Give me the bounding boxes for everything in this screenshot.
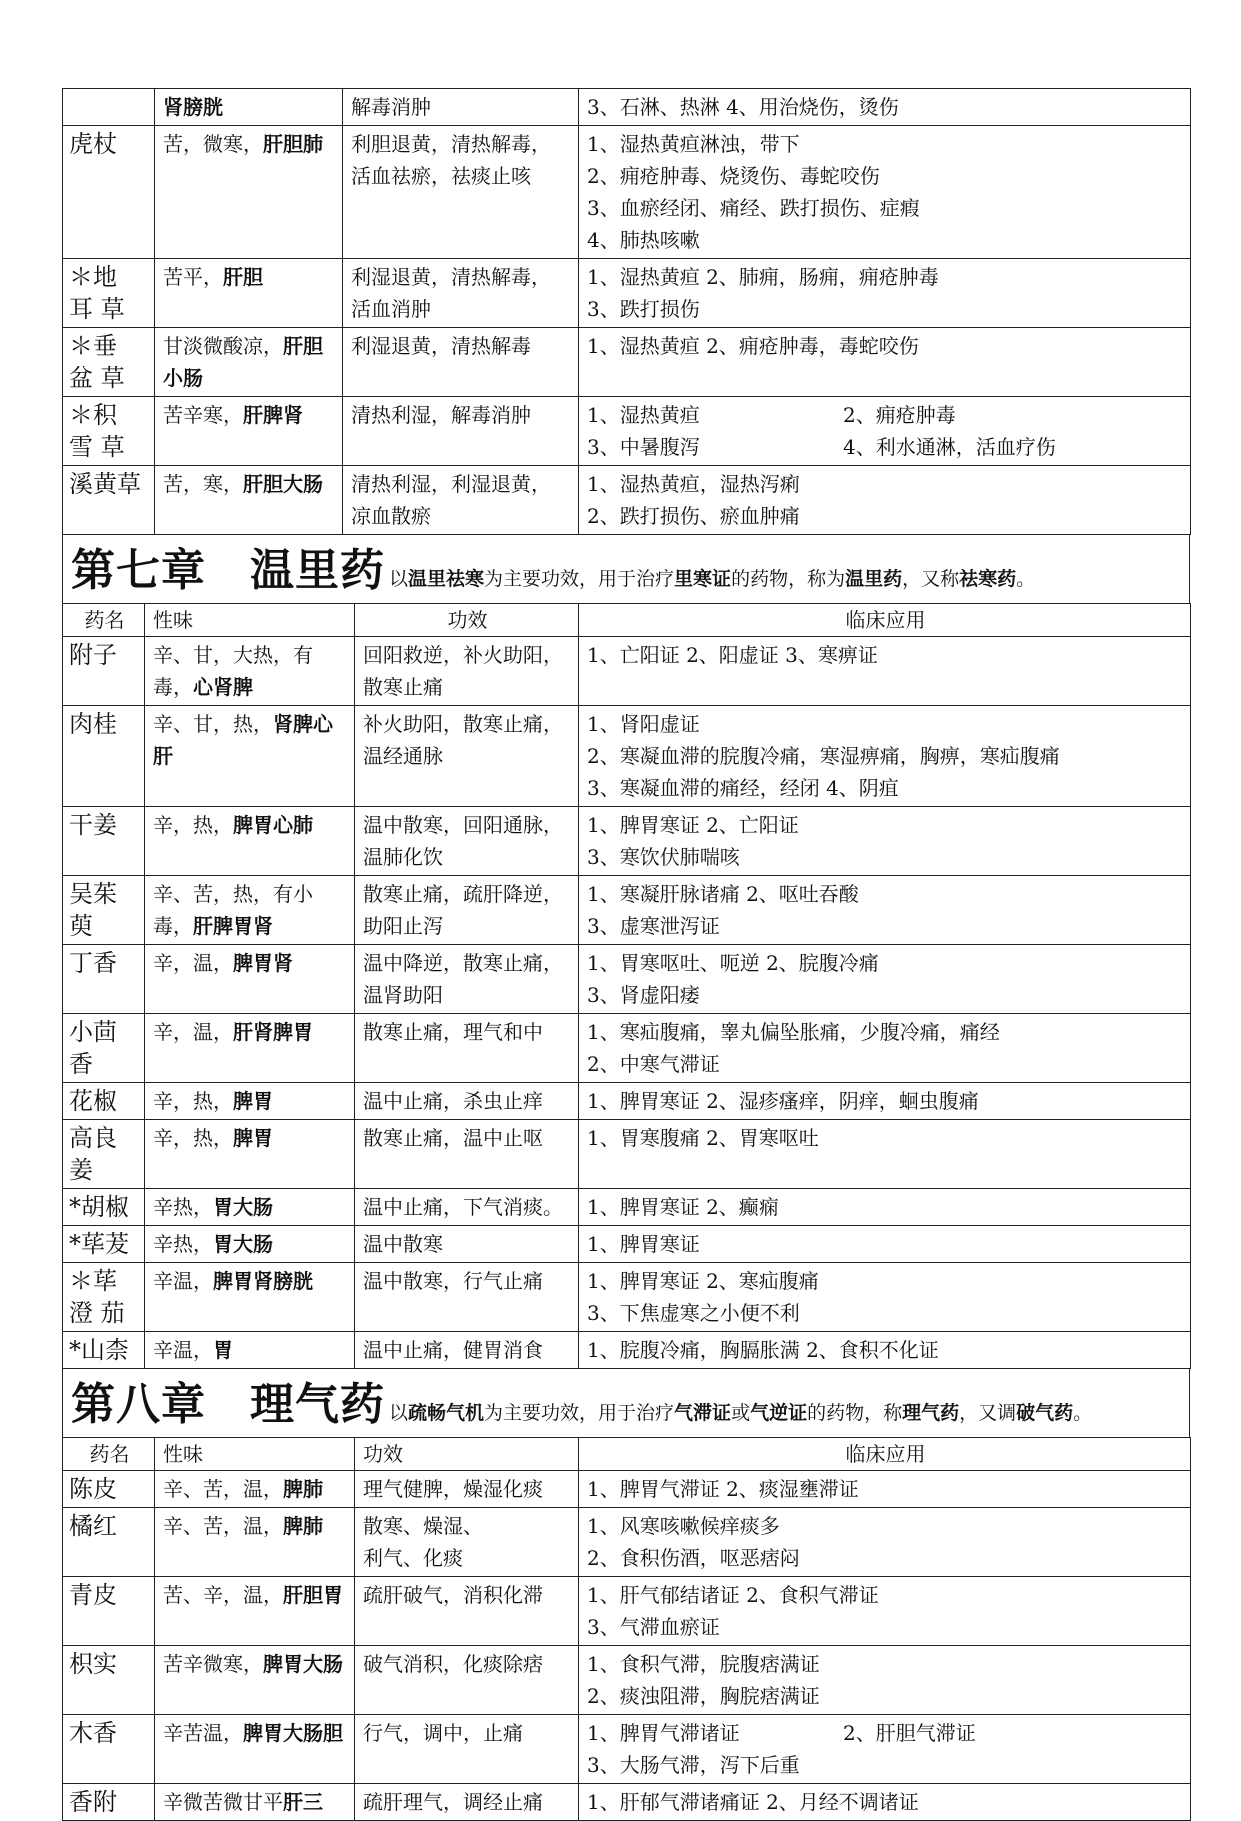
meridian-text: 肾膀胱 xyxy=(163,95,223,119)
herb-effect xyxy=(355,1508,579,1577)
use-line: 1、肝气郁结诸证 2、食积气滞证 xyxy=(587,1583,879,1607)
effect-line: 活血消肿 xyxy=(351,297,431,321)
meridian-text: 肾脾心肝 xyxy=(153,712,333,768)
use-line: 1、亡阳证 2、阳虚证 3、寒痹证 xyxy=(587,643,878,667)
herb-name: ＊垂 盆 草 xyxy=(63,328,155,397)
effect-line: 凉血散瘀 xyxy=(351,504,431,528)
effect-line: 散寒止痛，疏肝降逆， xyxy=(363,882,563,906)
herb-name: 香附 xyxy=(63,1784,155,1821)
herb-name: 陈皮 xyxy=(63,1471,155,1508)
use-line: 1、脾胃寒证 2、癫痫 xyxy=(587,1195,779,1219)
herb-taste-meridian xyxy=(155,1577,355,1646)
herb-taste-meridian xyxy=(145,945,355,1014)
effect-line: 散寒止痛，温中止呕 xyxy=(363,1126,543,1150)
taste-text: 辛，热， xyxy=(153,813,233,837)
use-line xyxy=(587,399,1184,431)
use-line: 2、痈疮肿毒、烧烫伤、毒蛇咬伤 xyxy=(587,164,880,188)
effect-line: 行气，调中，止痛 xyxy=(363,1721,523,1745)
herb-name: 附子 xyxy=(63,637,145,706)
herb-taste-meridian xyxy=(145,1226,355,1263)
use-line: 2、食积伤酒，呕恶痞闷 xyxy=(587,1546,800,1570)
use-item: 2、肝胆气滞证 xyxy=(843,1721,976,1745)
herb-taste-meridian xyxy=(145,706,355,807)
effect-line: 疏肝破气，消积化滞 xyxy=(363,1583,543,1607)
taste-text: 辛，热， xyxy=(153,1089,233,1113)
chapter8-subject: 理气药 xyxy=(250,1379,385,1430)
herb-name: 木香 xyxy=(63,1715,155,1784)
herb-row xyxy=(63,807,1191,876)
use-line: 1、肾阳虚证 xyxy=(587,712,700,736)
herb-effect xyxy=(355,1715,579,1784)
effect-line: 温肾助阳 xyxy=(363,983,443,1007)
meridian-text: 脾胃大肠 xyxy=(263,1652,343,1676)
herb-taste-meridian xyxy=(145,807,355,876)
herb-taste-meridian xyxy=(155,397,343,466)
herb-row xyxy=(63,259,1191,328)
herb-name: 吴茱萸 xyxy=(63,876,145,945)
use-line: 2、中寒气滞证 xyxy=(587,1052,720,1076)
herb-name: 花椒 xyxy=(63,1083,145,1120)
desc-text: 以 xyxy=(389,1402,409,1424)
use-line: 1、脾胃寒证 2、寒疝腹痛 xyxy=(587,1269,819,1293)
meridian-text: 胃大肠 xyxy=(213,1232,273,1256)
herb-taste-meridian xyxy=(145,1120,355,1189)
herb-effect xyxy=(355,1784,579,1821)
herb-name: 小茴香 xyxy=(63,1014,145,1083)
use-line: 1、湿热黄疸 2、肺痈，肠痈，痈疮肿毒 xyxy=(587,265,939,289)
use-line: 1、脘腹冷痛，胸膈胀满 2、食积不化证 xyxy=(587,1338,939,1362)
herb-row xyxy=(63,89,1191,126)
meridian-text: 肝胆肺 xyxy=(263,132,323,156)
herb-clinical-uses xyxy=(579,706,1191,807)
taste-text: 苦辛寒， xyxy=(163,403,243,427)
effect-line: 破气消积，化痰除痞 xyxy=(363,1652,543,1676)
herb-name: ＊荜 澄 茄 xyxy=(63,1263,145,1332)
herb-effect xyxy=(355,945,579,1014)
herb-name: 干姜 xyxy=(63,807,145,876)
taste-text: 辛温， xyxy=(153,1338,213,1362)
herb-row xyxy=(63,1226,1191,1263)
chapter8-title: 第八章 xyxy=(71,1379,206,1430)
herb-row xyxy=(63,397,1191,466)
use-line: 1、脾胃气滞证 2、痰湿壅滞证 xyxy=(587,1477,859,1501)
key-term: 祛寒药 xyxy=(959,568,1017,590)
use-line: 3、寒凝血滞的痛经，经闭 4、阴疽 xyxy=(587,776,899,800)
taste-text: 辛微苦微甘平 xyxy=(163,1790,283,1814)
herb-effect xyxy=(355,1471,579,1508)
herb-row xyxy=(63,328,1191,397)
taste-text: 辛，温， xyxy=(153,951,233,975)
herb-name: 溪黄草 xyxy=(63,466,155,535)
herb-name xyxy=(63,89,155,126)
herb-row xyxy=(63,1263,1191,1332)
meridian-text: 脾肺 xyxy=(283,1514,323,1538)
use-item: 2、痈疮肿毒 xyxy=(843,403,956,427)
taste-text: 苦辛微寒， xyxy=(163,1652,263,1676)
taste-text: 辛温， xyxy=(153,1269,213,1293)
herb-clinical-uses xyxy=(579,637,1191,706)
use-line xyxy=(587,1717,1184,1749)
herb-row xyxy=(63,466,1191,535)
herb-effect xyxy=(343,466,579,535)
desc-text: 。 xyxy=(1073,1402,1093,1424)
herb-row xyxy=(63,1083,1191,1120)
herb-taste-meridian xyxy=(145,637,355,706)
herb-row xyxy=(63,1471,1191,1508)
herb-effect xyxy=(343,89,579,126)
herb-effect xyxy=(355,706,579,807)
effect-line: 温中降逆，散寒止痛， xyxy=(363,951,563,975)
herb-clinical-uses xyxy=(579,89,1191,126)
herb-name: *胡椒 xyxy=(63,1189,145,1226)
taste-text: 辛、苦，温， xyxy=(163,1514,283,1538)
herb-clinical-uses xyxy=(579,126,1191,259)
header-name: 药名 xyxy=(63,604,145,637)
effect-line: 利气、化痰 xyxy=(363,1546,463,1570)
effect-line: 温中止痛，杀虫止痒 xyxy=(363,1089,543,1113)
herb-row xyxy=(63,876,1191,945)
use-line: 1、脾胃寒证 xyxy=(587,1232,700,1256)
herb-clinical-uses xyxy=(579,259,1191,328)
meridian-text: 脾胃肾膀胱 xyxy=(213,1269,313,1293)
taste-text: 辛、甘，大热，有毒， xyxy=(153,643,313,699)
herb-clinical-uses xyxy=(579,1226,1191,1263)
herb-taste-meridian xyxy=(155,466,343,535)
taste-text: 辛热， xyxy=(153,1232,213,1256)
herb-row xyxy=(63,1577,1191,1646)
effect-line: 散寒止痛，理气和中 xyxy=(363,1020,543,1044)
effect-line: 助阳止泻 xyxy=(363,914,443,938)
herb-name: 青皮 xyxy=(63,1577,155,1646)
herb-effect xyxy=(355,1226,579,1263)
herb-clinical-uses xyxy=(579,1263,1191,1332)
herb-taste-meridian xyxy=(155,328,343,397)
header-uses: 临床应用 xyxy=(579,1438,1191,1471)
use-line: 3、寒饮伏肺喘咳 xyxy=(587,845,740,869)
herb-row xyxy=(63,706,1191,807)
use-line: 1、寒疝腹痛，睾丸偏坠胀痛，少腹冷痛，痛经 xyxy=(587,1020,1000,1044)
header-row xyxy=(63,604,1191,637)
desc-text: 或 xyxy=(731,1402,751,1424)
herb-clinical-uses xyxy=(579,1715,1191,1784)
meridian-text: 脾胃肾 xyxy=(233,951,293,975)
desc-text: ，又调 xyxy=(959,1402,1017,1424)
herb-clinical-uses xyxy=(579,1508,1191,1577)
use-line: 1、湿热黄疸，湿热泻痢 xyxy=(587,472,800,496)
use-line: 3、跌打损伤 xyxy=(587,297,700,321)
taste-text: 苦，微寒， xyxy=(163,132,263,156)
key-term: 温里祛寒 xyxy=(408,568,485,590)
herb-name: 丁香 xyxy=(63,945,145,1014)
herb-effect xyxy=(355,1189,579,1226)
use-line: 3、肾虚阳痿 xyxy=(587,983,700,1007)
herb-taste-meridian xyxy=(155,259,343,328)
herb-name: 高良姜 xyxy=(63,1120,145,1189)
use-item: 1、脾胃气滞诸证 xyxy=(587,1721,740,1745)
use-line: 3、血瘀经闭、痛经、跌打损伤、症瘕 xyxy=(587,196,920,220)
key-term: 气滞证 xyxy=(674,1402,732,1424)
desc-text: 为主要功效，用于治疗 xyxy=(484,1402,675,1424)
effect-line: 温中散寒，行气止痛 xyxy=(363,1269,543,1293)
herb-taste-meridian xyxy=(155,126,343,259)
herb-taste-meridian xyxy=(155,1784,355,1821)
herb-row xyxy=(63,1508,1191,1577)
herb-row xyxy=(63,1332,1191,1369)
use-line: 2、痰浊阻滞，胸脘痞满证 xyxy=(587,1684,820,1708)
herb-effect xyxy=(355,1332,579,1369)
meridian-text: 胃 xyxy=(213,1338,233,1362)
use-line: 3、气滞血瘀证 xyxy=(587,1615,720,1639)
herb-clinical-uses xyxy=(579,1120,1191,1189)
herb-table-chapter8 xyxy=(62,1437,1191,1821)
herb-row xyxy=(63,945,1191,1014)
herb-effect xyxy=(355,1083,579,1120)
herb-clinical-uses xyxy=(579,466,1191,535)
herb-name: *荜茇 xyxy=(63,1226,145,1263)
effect-line: 温中散寒 xyxy=(363,1232,443,1256)
meridian-text: 肝胆 xyxy=(223,265,263,289)
header-effect: 功效 xyxy=(355,604,579,637)
taste-text: 辛，温， xyxy=(153,1020,233,1044)
herb-clinical-uses xyxy=(579,1646,1191,1715)
herb-clinical-uses xyxy=(579,397,1191,466)
herb-taste-meridian xyxy=(145,1263,355,1332)
herb-taste-meridian xyxy=(145,876,355,945)
meridian-text: 肝三 xyxy=(283,1790,323,1814)
herb-taste-meridian xyxy=(155,1646,355,1715)
use-line: 4、肺热咳嗽 xyxy=(587,228,700,252)
herb-effect xyxy=(343,259,579,328)
effect-line: 理气健脾，燥湿化痰 xyxy=(363,1477,543,1501)
taste-text: 苦，寒， xyxy=(163,472,243,496)
effect-line: 活血祛瘀，祛痰止咳 xyxy=(351,164,531,188)
herb-taste-meridian xyxy=(155,1471,355,1508)
herb-effect xyxy=(343,397,579,466)
herb-clinical-uses xyxy=(579,1471,1191,1508)
herb-table-top xyxy=(62,88,1191,535)
meridian-text: 心肾脾 xyxy=(193,675,253,699)
herb-row xyxy=(63,126,1191,259)
key-term: 温里药 xyxy=(845,568,903,590)
herb-name: ＊积 雪 草 xyxy=(63,397,155,466)
herb-taste-meridian xyxy=(145,1332,355,1369)
herb-row xyxy=(63,1189,1191,1226)
desc-text: 以 xyxy=(389,568,409,590)
use-line: 1、脾胃寒证 2、湿疹瘙痒，阴痒，蛔虫腹痛 xyxy=(587,1089,979,1113)
herb-effect xyxy=(355,1263,579,1332)
use-line: 2、寒凝血滞的脘腹冷痛，寒湿痹痛，胸痹，寒疝腹痛 xyxy=(587,744,1060,768)
herb-name: 肉桂 xyxy=(63,706,145,807)
effect-line: 散寒止痛 xyxy=(363,675,443,699)
use-line: 1、肝郁气滞诸痛证 2、月经不调诸证 xyxy=(587,1790,919,1814)
herb-name: 橘红 xyxy=(63,1508,155,1577)
taste-text: 辛、苦，热，有小毒， xyxy=(153,882,313,938)
desc-text: 为主要功效，用于治疗 xyxy=(484,568,675,590)
herb-clinical-uses xyxy=(579,876,1191,945)
use-line: 1、寒凝肝脉诸痛 2、呕吐吞酸 xyxy=(587,882,859,906)
herb-clinical-uses xyxy=(579,1577,1191,1646)
herb-taste-meridian xyxy=(145,1014,355,1083)
header-uses: 临床应用 xyxy=(579,604,1191,637)
desc-text: 。 xyxy=(1016,568,1036,590)
header-effect: 功效 xyxy=(355,1438,579,1471)
effect-line: 温中散寒，回阳通脉， xyxy=(363,813,563,837)
effect-line: 温中止痛，健胃消食 xyxy=(363,1338,543,1362)
effect-line: 补火助阳，散寒止痛， xyxy=(363,712,563,736)
effect-line: 清热利湿，解毒消肿 xyxy=(351,403,531,427)
taste-text: 辛、甘，热， xyxy=(153,712,273,736)
use-line: 1、脾胃寒证 2、亡阳证 xyxy=(587,813,799,837)
use-line: 3、下焦虚寒之小便不利 xyxy=(587,1301,800,1325)
meridian-text: 肝胆大肠 xyxy=(243,472,323,496)
herb-row xyxy=(63,637,1191,706)
herb-row xyxy=(63,1646,1191,1715)
use-line: 1、胃寒腹痛 2、胃寒呕吐 xyxy=(587,1126,819,1150)
effect-line: 利湿退黄，清热解毒 xyxy=(351,334,531,358)
use-line xyxy=(587,431,1184,463)
use-line: 1、湿热黄疸淋浊，带下 xyxy=(587,132,800,156)
effect-line: 利胆退黄，清热解毒， xyxy=(351,132,551,156)
desc-text: 的药物，称 xyxy=(807,1402,903,1424)
taste-text: 辛，热， xyxy=(153,1126,233,1150)
herb-taste-meridian xyxy=(145,1083,355,1120)
effect-line: 清热利湿，利湿退黄， xyxy=(351,472,551,496)
herb-name: 虎杖 xyxy=(63,126,155,259)
herb-clinical-uses xyxy=(579,1189,1191,1226)
herb-taste-meridian xyxy=(155,1715,355,1784)
use-line: 1、湿热黄疸 2、痈疮肿毒，毒蛇咬伤 xyxy=(587,334,919,358)
meridian-text: 脾肺 xyxy=(283,1477,323,1501)
chapter7-heading xyxy=(62,535,1190,603)
herb-name: ＊地 耳 草 xyxy=(63,259,155,328)
herb-effect xyxy=(355,1120,579,1189)
header-taste: 性味 xyxy=(145,604,355,637)
herb-taste-meridian xyxy=(155,1508,355,1577)
herb-clinical-uses xyxy=(579,1332,1191,1369)
meridian-text: 肝脾肾 xyxy=(243,403,303,427)
herb-name: *山柰 xyxy=(63,1332,145,1369)
herb-row xyxy=(63,1014,1191,1083)
use-line: 1、胃寒呕吐、呃逆 2、脘腹冷痛 xyxy=(587,951,879,975)
effect-line: 温中止痛，下气消痰。 xyxy=(363,1195,563,1219)
effect-line: 回阳救逆，补火助阳， xyxy=(363,643,563,667)
herb-clinical-uses xyxy=(579,1083,1191,1120)
desc-text: 的药物，称为 xyxy=(731,568,846,590)
herb-effect xyxy=(355,1577,579,1646)
header-row xyxy=(63,1438,1191,1471)
use-item: 3、大肠气滞，泻下后重 xyxy=(587,1753,800,1777)
key-term: 气逆证 xyxy=(750,1402,808,1424)
taste-text: 甘淡微酸凉， xyxy=(163,334,283,358)
herb-effect xyxy=(343,126,579,259)
herb-row xyxy=(63,1120,1191,1189)
chapter7-description xyxy=(389,565,1035,595)
herb-effect xyxy=(355,637,579,706)
effect-line: 散寒、燥湿、 xyxy=(363,1514,483,1538)
chapter8-heading xyxy=(62,1369,1190,1437)
document-page xyxy=(62,88,1190,1821)
use-item: 3、中暑腹泻 xyxy=(587,435,700,459)
key-term: 疏畅气机 xyxy=(408,1402,485,1424)
herb-clinical-uses xyxy=(579,807,1191,876)
herb-taste-meridian xyxy=(155,89,343,126)
effect-line: 温肺化饮 xyxy=(363,845,443,869)
taste-text: 辛、苦，温， xyxy=(163,1477,283,1501)
herb-row xyxy=(63,1715,1191,1784)
herb-clinical-uses xyxy=(579,1014,1191,1083)
taste-text: 苦、辛，温， xyxy=(163,1583,283,1607)
meridian-text: 肝胆小肠 xyxy=(163,334,323,390)
key-term: 里寒证 xyxy=(674,568,732,590)
key-term: 理气药 xyxy=(902,1402,960,1424)
effect-line: 疏肝理气，调经止痛 xyxy=(363,1790,543,1814)
herb-clinical-uses xyxy=(579,1784,1191,1821)
use-item: 1、湿热黄疸 xyxy=(587,403,700,427)
herb-effect xyxy=(355,1014,579,1083)
meridian-text: 肝肾脾胃 xyxy=(233,1020,313,1044)
use-line: 3、石淋、热淋 4、用治烧伤，烫伤 xyxy=(587,95,899,119)
meridian-text: 肝胆胃 xyxy=(283,1583,343,1607)
chapter7-subject: 温里药 xyxy=(250,545,385,596)
header-taste: 性味 xyxy=(155,1438,355,1471)
desc-text: ，又称 xyxy=(902,568,960,590)
taste-text: 辛苦温， xyxy=(163,1721,243,1745)
taste-text: 苦平， xyxy=(163,265,223,289)
herb-clinical-uses xyxy=(579,945,1191,1014)
use-line: 2、跌打损伤、瘀血肿痛 xyxy=(587,504,800,528)
meridian-text: 肝脾胃肾 xyxy=(193,914,273,938)
effect-line: 利湿退黄，清热解毒， xyxy=(351,265,551,289)
herb-name: 枳实 xyxy=(63,1646,155,1715)
use-line: 1、食积气滞，脘腹痞满证 xyxy=(587,1652,820,1676)
use-item: 4、利水通淋，活血疗伤 xyxy=(843,435,1056,459)
chapter8-description xyxy=(389,1399,1092,1429)
herb-effect xyxy=(355,807,579,876)
effect-line: 解毒消肿 xyxy=(351,95,431,119)
key-term: 破气药 xyxy=(1016,1402,1074,1424)
herb-table-chapter7 xyxy=(62,603,1191,1369)
meridian-text: 胃大肠 xyxy=(213,1195,273,1219)
taste-text: 辛热， xyxy=(153,1195,213,1219)
meridian-text: 脾胃 xyxy=(233,1089,273,1113)
header-name: 药名 xyxy=(63,1438,155,1471)
chapter7-title: 第七章 xyxy=(71,545,206,596)
effect-line: 温经通脉 xyxy=(363,744,443,768)
herb-effect xyxy=(355,1646,579,1715)
herb-row xyxy=(63,1784,1191,1821)
meridian-text: 脾胃大肠胆 xyxy=(243,1721,343,1745)
herb-effect xyxy=(343,328,579,397)
herb-clinical-uses xyxy=(579,328,1191,397)
herb-taste-meridian xyxy=(145,1189,355,1226)
meridian-text: 脾胃心肺 xyxy=(233,813,313,837)
meridian-text: 脾胃 xyxy=(233,1126,273,1150)
herb-effect xyxy=(355,876,579,945)
use-line: 1、风寒咳嗽候痒痰多 xyxy=(587,1514,780,1538)
use-line: 3、虚寒泄泻证 xyxy=(587,914,720,938)
